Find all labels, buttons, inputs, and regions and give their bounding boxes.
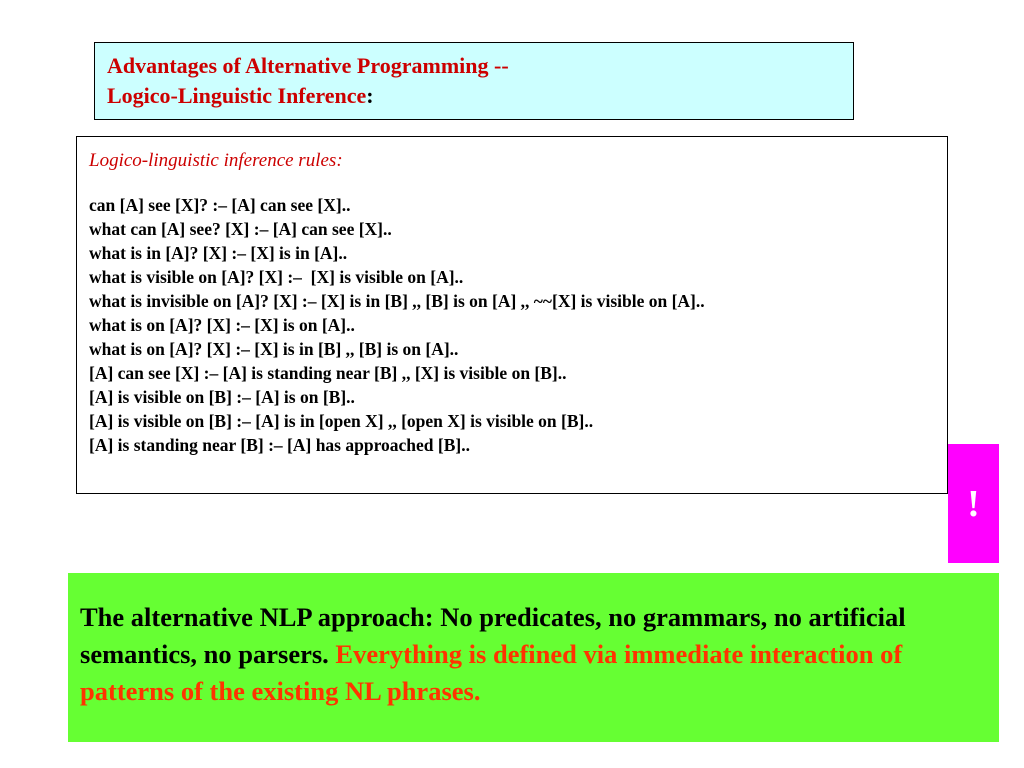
rules-heading-text: Logico-linguistic inference rules — [89, 150, 337, 171]
conclusion-black-text: The alternative NLP approach: No predicates, no grammars, no artificial semantics, no parsers. — [80, 602, 906, 669]
rules-heading-colon: : — [336, 150, 343, 171]
slide-title-line-2-text: Logico-Linguistic Inference — [107, 83, 367, 108]
inference-rules-box — [76, 136, 948, 494]
conclusion-red-text: Everything is defined via immediate interaction of patterns of the existing NL phrases. — [80, 639, 903, 706]
rule-line: [A] is visible on [B] :– [A] is in [open X] ,, [open X] is visible on [B].. — [89, 411, 594, 431]
slide-title-line-2 — [107, 81, 841, 111]
rule-line: what can [A] see? [X] :– [A] can see [X].. — [89, 219, 392, 239]
conclusion-box — [68, 573, 999, 742]
rule-line: [A] is visible on [B] :– [A] is on [B].. — [89, 387, 355, 407]
rule-line: what is invisible on [A]? [X] :– [X] is in [B] ,, [B] is on [A] ,, ~~[X] is visible on [A].. — [89, 291, 705, 311]
rule-line: what is in [A]? [X] :– [X] is in [A].. — [89, 243, 348, 263]
rule-line: [A] can see [X] :– [A] is standing near [B] ,, [X] is visible on [B].. — [89, 363, 567, 383]
exclamation-mark: ! — [967, 482, 980, 525]
slide-title-box — [94, 42, 854, 120]
slide-title-line-1: Advantages of Alternative Programming -- — [107, 53, 509, 78]
rule-line: can [A] see [X]? :– [A] can see [X].. — [89, 195, 351, 215]
rules-heading — [89, 149, 935, 173]
rule-line: [A] is standing near [B] :– [A] has approached [B].. — [89, 435, 470, 455]
rule-line: what is on [A]? [X] :– [X] is in [B] ,, [B] is on [A].. — [89, 339, 459, 359]
slide-title-colon: : — [366, 83, 374, 108]
rule-line: what is on [A]? [X] :– [X] is on [A].. — [89, 315, 355, 335]
rule-line: what is visible on [A]? [X] :– [X] is visible on [A].. — [89, 267, 464, 287]
exclamation-box — [948, 444, 999, 563]
